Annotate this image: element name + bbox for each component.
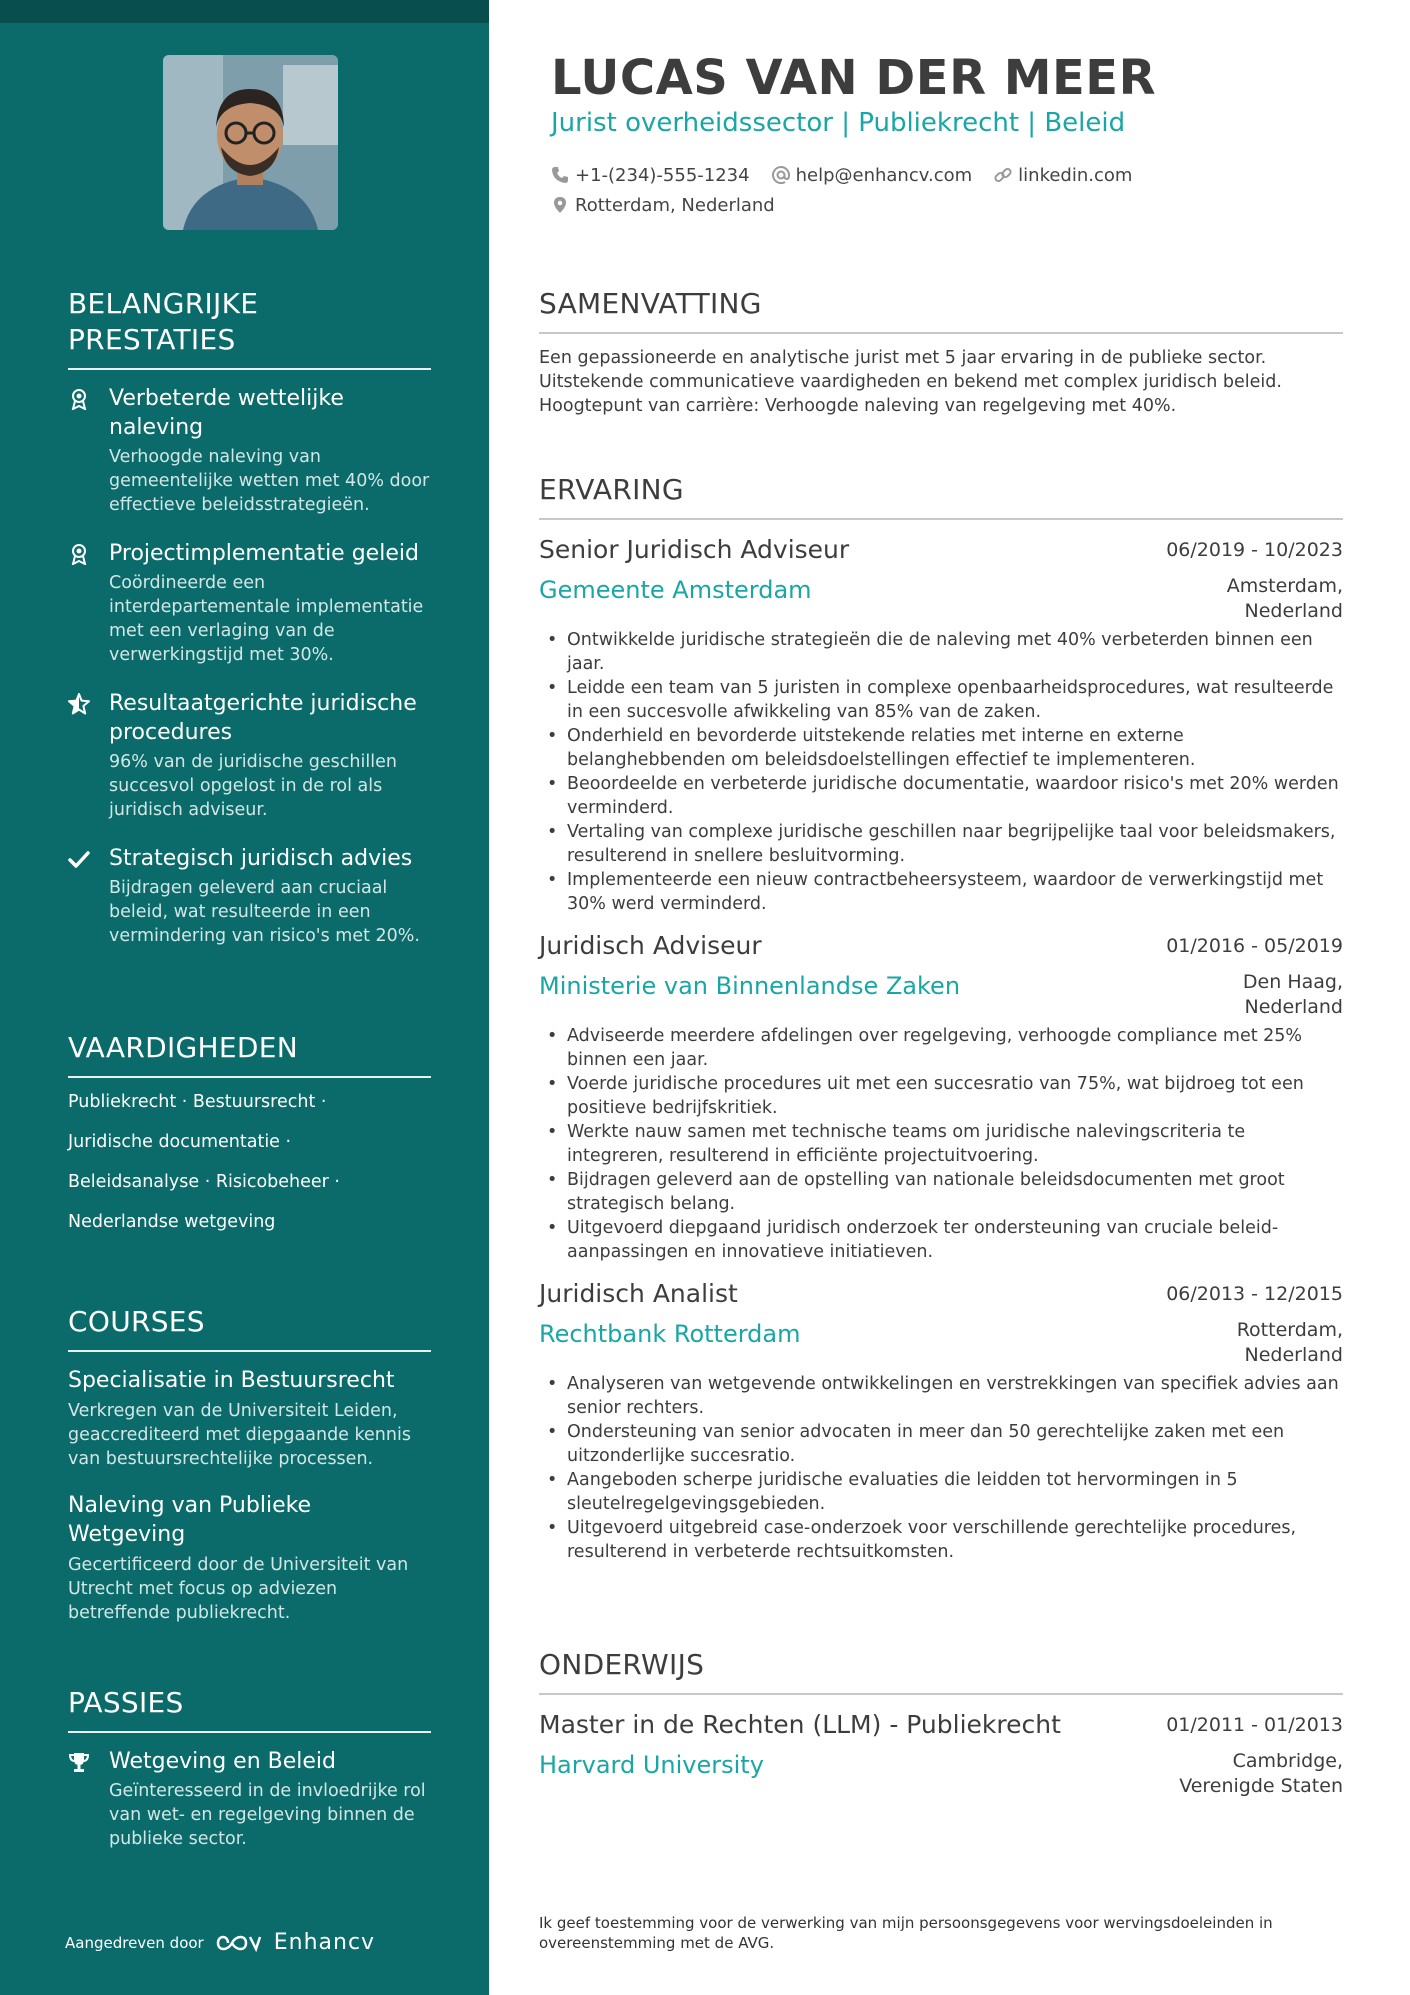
courses-title: COURSES <box>68 1304 431 1352</box>
achievement-item <box>68 539 431 667</box>
job-location: Den Haag, Nederland <box>1242 971 1343 1018</box>
education-title: ONDERWIJS <box>539 1647 1343 1695</box>
achievement-title: Strategisch juridisch advies <box>109 846 413 871</box>
skills-title: VAARDIGHEDEN <box>68 1030 431 1078</box>
achievement-item <box>68 384 431 517</box>
job-company: Ministerie van Binnenlandse Zaken <box>539 972 961 1000</box>
course-item <box>68 1366 431 1471</box>
link-icon <box>994 166 1012 184</box>
education-degree: Master in de Rechten (LLM) - Publiekrecht <box>539 1710 1061 1739</box>
brand-name: Enhancv <box>273 1930 376 1955</box>
contact-info <box>551 160 1132 220</box>
passions-title: PASSIES <box>68 1685 431 1733</box>
star-half-icon <box>68 693 90 715</box>
achievement-title: Projectimplementatie geleid <box>109 541 419 566</box>
bullet-item: • Onderhield en bevorderde uitstekende relaties met interne en externe belanghebbenden om beleidsdoelstellingen effectief te implementeren. <box>539 724 1343 772</box>
contact-linkedin[interactable] <box>994 165 1132 186</box>
phone-text: +1-(234)-555-1234 <box>575 164 750 186</box>
course-title: Specialisatie in Bestuursrecht <box>68 1368 395 1393</box>
phone-icon <box>551 166 569 184</box>
course-title: Naleving van Publieke Wetgeving <box>68 1493 312 1547</box>
passion-title: Wetgeving en Beleid <box>109 1749 336 1774</box>
achievement-description: Coördineerde een interdepartementale implementatie met een verlaging van de verwerkingstijd met 30%. <box>109 573 424 665</box>
skills-line: Publiekrecht · Bestuursrecht · <box>68 1092 327 1112</box>
location-text: Rotterdam, Nederland <box>575 194 775 216</box>
bullet-item: • Analyseren van wetgevende ontwikkelingen en verstrekkingen van specifiek advies aan senior rechters. <box>539 1372 1343 1420</box>
enhancv-logo-icon <box>216 1931 262 1955</box>
bullet-item: • Implementeerde een nieuw contractbeheersysteem, waardoor de verwerkingstijd met 30% werd verminderd. <box>539 868 1343 916</box>
job-dates: 06/2019 - 10/2023 <box>1166 539 1343 561</box>
passions-section <box>68 1685 431 1851</box>
job-bullets <box>539 1024 1343 1264</box>
skills-line: Beleidsanalyse · Risicobeheer · <box>68 1172 340 1192</box>
candidate-subtitle: Jurist overheidssector | Publiekrecht | Beleid <box>551 108 1126 138</box>
achievements-title: BELANGRIJKE PRESTATIES <box>68 286 431 370</box>
powered-by <box>65 1930 375 1955</box>
bullet-item: • Uitgevoerd uitgebreid case-onderzoek voor verschillende gerechtelijke procedures, resulterend in verbeterde rechtsuitkomsten. <box>539 1516 1343 1564</box>
job-title: Senior Juridisch Adviseur <box>539 535 850 564</box>
achievements-section <box>68 286 431 948</box>
sidebar <box>0 0 489 1995</box>
at-icon <box>772 166 790 184</box>
job-bullets <box>539 628 1343 916</box>
skills-line: Nederlandse wetgeving <box>68 1212 276 1232</box>
bullet-item: • Bijdragen geleverd aan de opstelling van nationale beleidsdocumenten met groot strategisch belang. <box>539 1168 1343 1216</box>
course-description: Gecertificeerd door de Universiteit van Utrecht met focus op adviezen betreffende publiekrecht. <box>68 1555 409 1623</box>
check-icon <box>68 848 90 870</box>
achievement-title: Resultaatgerichte juridische procedures <box>109 691 417 745</box>
bullet-item: • Leidde een team van 5 juristen in complexe openbaarheidsprocedures, wat resulteerde in een succesvolle afwikkeling van 85% van de zaken. <box>539 676 1343 724</box>
contact-location <box>551 195 775 216</box>
contact-email[interactable] <box>772 165 973 186</box>
passion-description: Geïnteresseerd in de invloedrijke rol van wet- en regelgeving binnen de publieke sector. <box>109 1781 426 1849</box>
achievement-item <box>68 689 431 822</box>
course-description: Verkregen van de Universiteit Leiden, geaccrediteerd met diepgaande kennis van bestuursrechtelijke processen. <box>68 1401 411 1469</box>
candidate-name: LUCAS VAN DER MEER <box>551 50 1157 106</box>
award-icon <box>68 543 90 565</box>
bullet-item: • Vertaling van complexe juridische geschillen naar begrijpelijke taal voor beleidsmakers, resulterend in snellere besluitvorming. <box>539 820 1343 868</box>
job-dates: 06/2013 - 12/2015 <box>1166 1283 1343 1305</box>
bullet-item: • Ondersteuning van senior advocaten in meer dan 50 gerechtelijke zaken met een uitzonderlijke succesratio. <box>539 1420 1343 1468</box>
skills-section <box>68 1030 431 1234</box>
consent-note: Ik geef toestemming voor de verwerking van mijn persoonsgegevens voor wervingsdoeleinden in overeenstemming met de AVG. <box>539 1914 1273 1952</box>
bullet-item: • Uitgevoerd diepgaand juridisch onderzoek ter ondersteuning van cruciale beleid-aanpassingen en innovatieve initiatieven. <box>539 1216 1343 1264</box>
experience-title: ERVARING <box>539 472 1343 520</box>
bullet-item: • Voerde juridische procedures uit met een succesratio van 75%, wat bijdroeg tot een positieve bedrijfskritiek. <box>539 1072 1343 1120</box>
powered-by-label: Aangedreven door <box>65 1933 204 1952</box>
education-entry <box>539 1709 1343 1799</box>
job-company: Rechtbank Rotterdam <box>539 1320 801 1348</box>
summary-text: Een gepassioneerde en analytische jurist met 5 jaar ervaring in de publieke sector. Uitstekende communicatieve vaardigheden en bekend met complex juridisch beleid. Hoogtepunt van carrière: Verhoogde naleving van regelgeving met 40%. <box>539 348 1282 416</box>
achievement-title: Verbeterde wettelijke naleving <box>109 386 344 440</box>
job-company: Gemeente Amsterdam <box>539 576 812 604</box>
award-icon <box>68 388 90 410</box>
education-school: Harvard University <box>539 1751 764 1779</box>
education-section <box>539 1647 1343 1799</box>
education-dates: 01/2011 - 01/2013 <box>1166 1714 1343 1736</box>
job-bullets <box>539 1372 1343 1564</box>
job-title: Juridisch Adviseur <box>539 931 762 960</box>
course-item <box>68 1491 431 1625</box>
trophy-icon <box>68 1751 90 1773</box>
job-entry <box>539 534 1343 916</box>
bullet-item: • Aangeboden scherpe juridische evaluaties die leidden tot hervormingen in 5 sleutelregelgevingsgebieden. <box>539 1468 1343 1516</box>
profile-photo <box>163 55 338 230</box>
location-pin-icon <box>551 196 569 214</box>
job-location: Rotterdam, Nederland <box>1236 1319 1343 1366</box>
sidebar-top-bar <box>0 0 489 23</box>
job-entry <box>539 930 1343 1264</box>
skills-line: Juridische documentatie · <box>68 1132 292 1152</box>
bullet-item: • Werkte nauw samen met technische teams om juridische nalevingscriteria te integreren, resulterend in efficiënte projectuitvoering. <box>539 1120 1343 1168</box>
linkedin-text: linkedin.com <box>1018 164 1133 186</box>
courses-section <box>68 1304 431 1625</box>
job-location: Amsterdam, Nederland <box>1226 575 1343 622</box>
bullet-item: • Adviseerde meerdere afdelingen over regelgeving, verhoogde compliance met 25% binnen een jaar. <box>539 1024 1343 1072</box>
job-title: Juridisch Analist <box>539 1279 738 1308</box>
education-location: Cambridge, Verenigde Staten <box>1179 1750 1343 1797</box>
bullet-item: • Ontwikkelde juridische strategieën die de naleving met 40% verbeterden binnen een jaar. <box>539 628 1343 676</box>
bullet-item: • Beoordeelde en verbeterde juridische documentatie, waardoor risico's met 20% werden verminderd. <box>539 772 1343 820</box>
email-text: help@enhancv.com <box>795 164 973 186</box>
achievement-description: Verhoogde naleving van gemeentelijke wetten met 40% door effectieve beleidsstrategieën. <box>109 447 430 515</box>
achievement-description: Bijdragen geleverd aan cruciaal beleid, wat resulteerde in een vermindering van risico's met 20%. <box>109 878 420 946</box>
summary-section <box>539 286 1343 418</box>
job-dates: 01/2016 - 05/2019 <box>1166 935 1343 957</box>
contact-phone[interactable] <box>551 165 750 186</box>
achievement-item <box>68 844 431 948</box>
experience-section <box>539 472 1343 1564</box>
passion-item <box>68 1747 431 1851</box>
summary-title: SAMENVATTING <box>539 286 1343 334</box>
achievement-description: 96% van de juridische geschillen succesvol opgelost in de rol als juridisch adviseur. <box>109 752 397 820</box>
job-entry <box>539 1278 1343 1564</box>
